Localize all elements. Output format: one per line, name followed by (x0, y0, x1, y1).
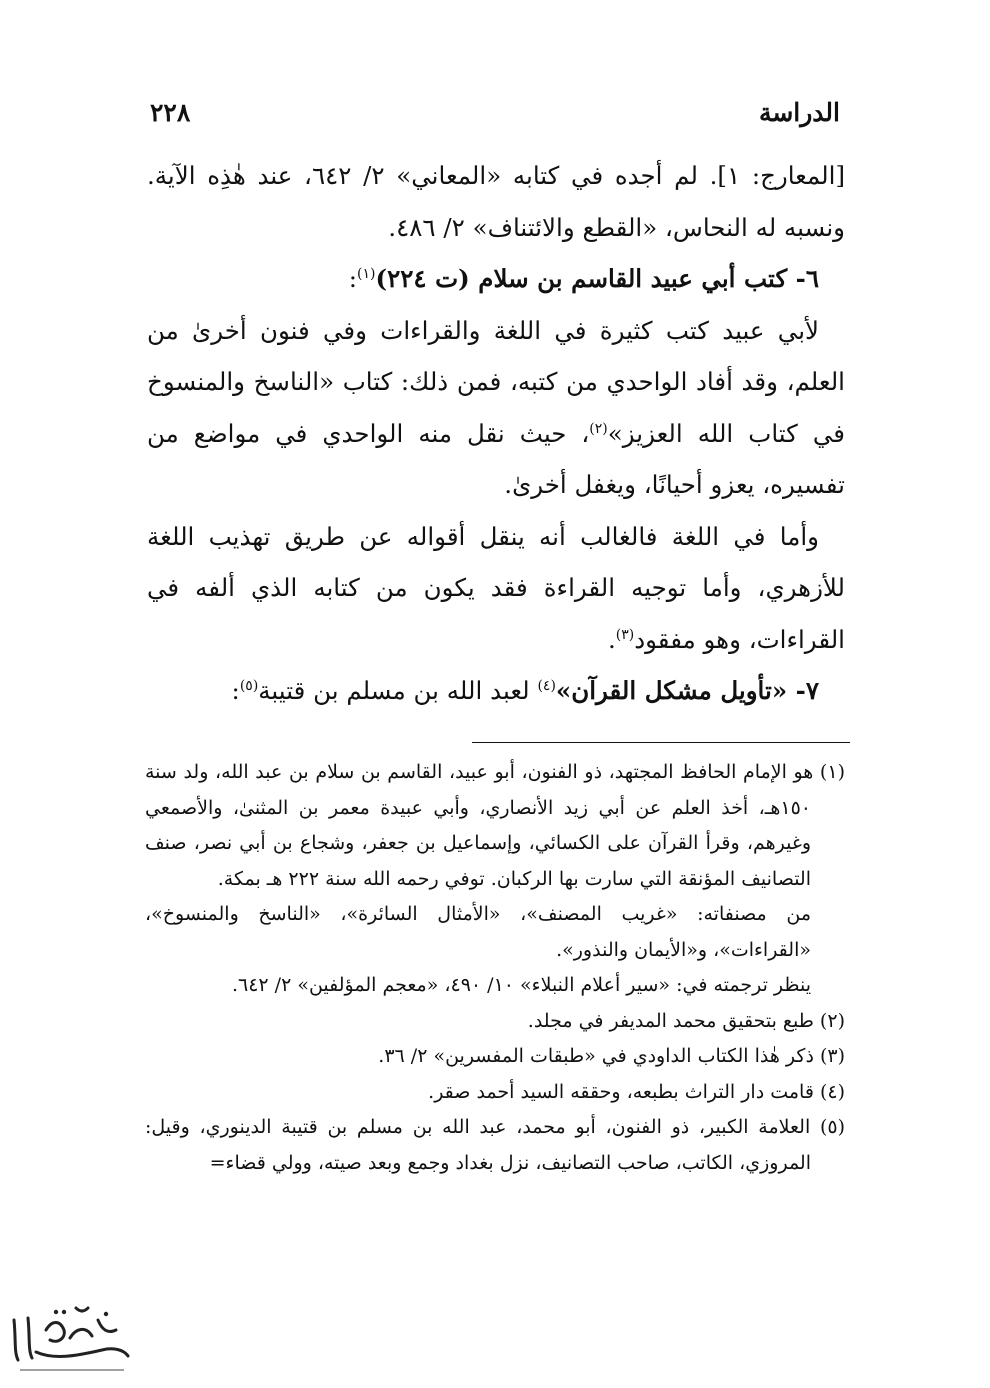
footnote-3: (٣) ذكر هٰذا الكتاب الداودي في «طبقات المفسرين» ٢/ ٣٦. (378, 1045, 845, 1067)
footnotes (145, 755, 845, 1181)
heading-7-title: ٧- «تأويل مشكل القرآن» (555, 676, 819, 705)
paragraph-3 (147, 511, 845, 666)
footnote-ref-2[interactable]: (٢) (589, 420, 608, 437)
paragraph-2-part-a: لأبي عبيد كتب كثيرة في اللغة والقراءات وفي فنون أخرىٰ من العلم، وقد أفاد الواحدي من كتبه، فمن ذلك: كتاب «الناسخ والمنسوخ في كتاب الله العزيز» (147, 315, 845, 448)
paragraph-2-part-b: ، حيث نقل منه الواحدي في مواضع من تفسيره، يعزو أحيانًا، ويغفل أخرىٰ. (147, 418, 845, 499)
paragraph-3-end: . (607, 624, 616, 654)
paragraph-2 (147, 305, 845, 511)
footnote-2: (٢) طبع بتحقيق محمد المديفر في مجلد. (527, 1009, 845, 1032)
main-text (147, 150, 845, 717)
footnote-1-references: ينظر ترجمته في: «سير أعلام النبلاء» ١٠/ ٤٩٠، «معجم المؤلفين» ٢/ ٦٤٢. (231, 974, 811, 996)
section-heading-6 (147, 253, 845, 305)
page-number: ٢٢٨ (150, 97, 191, 127)
paragraph-1: [المعارج: ١]. لم أجده في كتابه «المعاني» ٢/ ٦٤٢، عند هٰذِه الآية. ونسبه له النحاس، «القطع والائتناف» ٢/ ٤٨٦. (147, 161, 846, 242)
footnote-ref-3[interactable]: (٣) (615, 626, 635, 643)
footnote-5: (٥) العلامة الكبير، ذو الفنون، أبو محمد، عبد الله بن مسلم بن قتيبة الدينوري، وقيل: المروزي، الكاتب، صاحب التصانيف، نزل بغداد وجمع وبعد صيته، وولي قضاء= (145, 1116, 845, 1174)
heading-6-text: ٦- كتب أبي عبيد القاسم بن سلام (ت ٢٢٤) (375, 264, 819, 293)
footnote-separator (472, 742, 850, 743)
page-header (150, 92, 840, 132)
footnote-1-works: من مصنفاته: «غريب المصنف»، «الأمثال السائرة»، «الناسخ والمنسوخ»، «القراءات»، و«الأيمان والنذور». (145, 903, 811, 961)
heading-7-text: لعبد الله بن مسلم بن قتيبة (258, 676, 538, 705)
footnote-ref-4[interactable]: (٤) (537, 677, 556, 694)
footnote-4: (٤) قامت دار التراث بطبعه، وحققه السيد أحمد صقر. (428, 1080, 845, 1103)
section-heading-7 (147, 665, 845, 717)
heading-7-colon: : (231, 676, 240, 705)
running-title: الدراسة (758, 97, 840, 127)
footnote-ref-5[interactable]: (٥) (239, 677, 259, 694)
paragraph-3-text: وأما في اللغة فالغالب أنه ينقل أقواله عن طريق تهذيب اللغة للأزهري، وأما توجيه القراءة فقد يكون من كتابه الذي ألفه في القراءات، وهو مفقود (147, 521, 845, 654)
footnote-ref-1[interactable]: (١) (357, 265, 376, 282)
footnote-1: (١) هو الإمام الحافظ المجتهد، ذو الفنون، أبو عبيد، القاسم بن سلام بن عبد الله، ولد سنة ١٥٠هـ، أخذ العلم عن أبي زيد الأنصاري، وأبي عبيدة معمر بن المثنىٰ، والأصمعي وغيرهم، وقرأ القرآن على الكسائي، وإسماعيل بن جعفر، وشجاع بن أبي نصر، صنف التصانيف المؤنقة التي سارت بها الركبان. توفي رحمه الله سنة ٢٢٢ هـ بمكة. (145, 761, 845, 890)
calligraphy-logo-icon (6, 1290, 136, 1382)
heading-6-colon: : (348, 264, 358, 293)
